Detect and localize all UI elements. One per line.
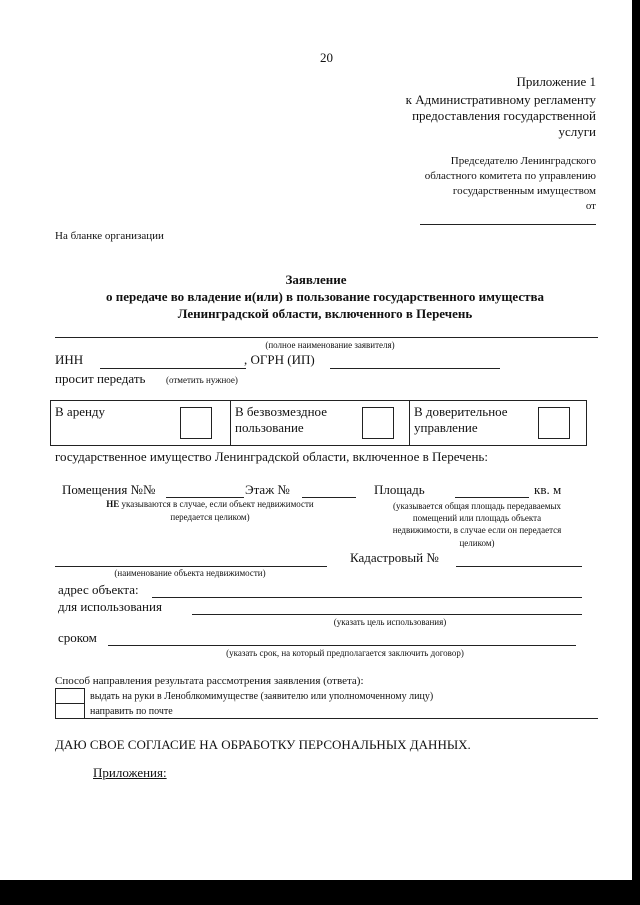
- request-hint: (отметить нужное): [166, 375, 238, 385]
- cadastral-label: Кадастровый №: [350, 550, 439, 565]
- applicant-hint: (полное наименование заявителя): [265, 340, 395, 350]
- applicant-name-line: [55, 337, 598, 338]
- delivery-option-2-label: направить по почте: [90, 706, 173, 717]
- addressee-line-4: от: [585, 200, 596, 212]
- option-trust-label-2: управление: [414, 420, 478, 435]
- inn-label: ИНН: [55, 352, 84, 367]
- delivery-option-1-label: выдать на руки в Леноблкомимуществе (заявителю или уполномоченному лицу): [90, 691, 434, 702]
- delivery-heading: Способ направления результата рассмотрения заявления (ответа):: [55, 675, 364, 687]
- options-divider-1: [230, 400, 231, 446]
- option-trust-label-1: В доверительное: [414, 404, 508, 419]
- appendix-line-2: к Административному регламенту: [405, 92, 596, 107]
- request-label: просит передать: [55, 371, 146, 386]
- title-line-1: Заявление: [285, 272, 347, 287]
- purpose-field[interactable]: [192, 614, 582, 615]
- term-label: сроком: [58, 630, 97, 645]
- delivery-underline: [55, 718, 598, 719]
- appendix-line-1: Приложение 1: [516, 74, 596, 89]
- inn-field[interactable]: [100, 368, 246, 369]
- term-field[interactable]: [108, 645, 576, 646]
- purpose-label: для использования: [58, 599, 162, 614]
- object-name-field[interactable]: [55, 566, 327, 567]
- option-free-use-label-1: В безвозмездное: [235, 404, 327, 419]
- area-field[interactable]: [455, 497, 529, 498]
- premises-note-bold: НЕ: [106, 499, 120, 509]
- title-line-2: о передаче во владение и(или) в пользование государственного имущества: [105, 289, 545, 304]
- option-trust-checkbox[interactable]: [538, 407, 570, 439]
- page-number: 20: [320, 50, 333, 65]
- area-label: Площадь: [374, 482, 425, 497]
- property-line: государственное имущество Ленинградской области, включенное в Перечень:: [55, 449, 488, 464]
- option-free-use-checkbox[interactable]: [362, 407, 394, 439]
- area-note-line-2: помещений или площадь объекта: [412, 513, 542, 523]
- option-rent-checkbox[interactable]: [180, 407, 212, 439]
- area-note-line-3: недвижимости, в случае если он передается: [392, 525, 562, 535]
- attachments-label: Приложения:: [93, 765, 167, 780]
- title-line-3: Ленинградской области, включенного в Перечень: [177, 306, 473, 321]
- addressee-line-1: Председателю Ленинградского: [450, 155, 596, 167]
- purpose-hint: (указать цель использования): [333, 617, 447, 627]
- addressee-line-3: государственным имуществом: [452, 185, 596, 197]
- addressee-line-2: областного комитета по управлению: [424, 170, 596, 182]
- option-free-use-label-2: пользование: [235, 420, 304, 435]
- appendix-line-4: услуги: [558, 124, 596, 139]
- consent-text: ДАЮ СВОЕ СОГЛАСИЕ НА ОБРАБОТКУ ПЕРСОНАЛЬНЫХ ДАННЫХ.: [55, 737, 471, 752]
- premises-label: Помещения №№: [62, 482, 156, 497]
- object-name-hint: (наименование объекта недвижимости): [114, 568, 266, 578]
- area-unit: кв. м: [534, 482, 562, 497]
- addressee-signature-line: [420, 224, 596, 225]
- appendix-line-3: предоставления государственной: [412, 108, 596, 123]
- floor-field[interactable]: [302, 497, 356, 498]
- delivery-option-2-checkbox[interactable]: [55, 703, 85, 719]
- area-note-line-1: (указывается общая площадь передаваемых: [392, 501, 562, 511]
- cadastral-field[interactable]: [456, 566, 582, 567]
- premises-note-line-1: [60, 499, 360, 509]
- area-note-line-4: целиком): [459, 538, 495, 548]
- options-divider-2: [409, 400, 410, 446]
- ogrn-label: , ОГРН (ИП): [244, 352, 315, 367]
- delivery-option-1-checkbox[interactable]: [55, 688, 85, 704]
- premises-note-line-2: передается целиком): [170, 512, 250, 522]
- term-hint: (указать срок, на который предполагается заключить договор): [226, 648, 464, 658]
- premises-note-rest: указываются в случае, если объект недвижимости: [119, 499, 314, 509]
- option-rent-label: В аренду: [55, 404, 106, 419]
- address-field[interactable]: [152, 597, 582, 598]
- letterhead-note: На бланке организации: [55, 230, 164, 242]
- address-label: адрес объекта:: [58, 582, 139, 597]
- floor-label: Этаж №: [245, 482, 290, 497]
- premises-field[interactable]: [166, 497, 244, 498]
- ogrn-field[interactable]: [330, 368, 500, 369]
